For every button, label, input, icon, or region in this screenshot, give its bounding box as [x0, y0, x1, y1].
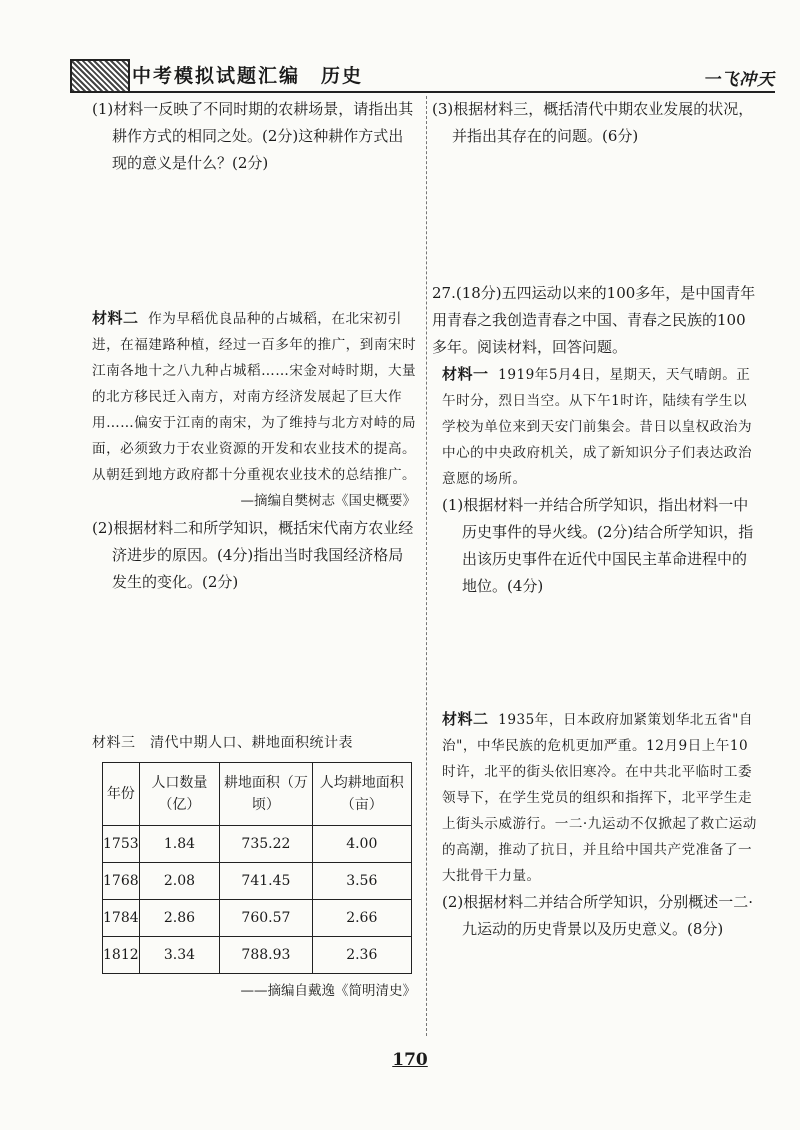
- material-2: [92, 305, 418, 488]
- table-cell: 4.00: [312, 826, 411, 863]
- material-2-right-label: 材料二: [442, 710, 489, 728]
- table-cell: 2.08: [139, 863, 220, 900]
- table-cell: 1768: [103, 863, 140, 900]
- material-3-title: 材料三 清代中期人口、耕地面积统计表: [92, 735, 353, 751]
- material-2-right-text: 1935年，日本政府加紧策划华北五省"自治"，中华民族的危机更加严重。12月9日上午10时许，北平的街头依旧寒冷。在中共北平临时工委领导下，在学生党员的组织和指挥下，北平学生走上街头示威游行。一二·九运动不仅掀起了救亡运动的高潮，推动了抗日，并且给中国共产党准备了一大批骨干力量。: [442, 712, 757, 884]
- answer-space: [432, 600, 760, 706]
- question-2: (2)根据材料二和所学知识，概括宋代南方农业经济进步的原因。(4分)指出当时我国经济格局发生的变化。(2分): [92, 519, 414, 591]
- table-cell: 788.93: [220, 937, 312, 974]
- table-row: [103, 826, 412, 863]
- material-2-text: 作为早稻优良品种的占城稻，在北宋初引进，在福建路种植，经过一百多年的推广，到南宋时江南各地十之八九种占城稻……宋金对峙时期，大量的北方移民迁入南方，对南方经济发展起了巨大作用……偏安于江南的南宋，为了维持与北方对峙的局面，必须致力于农业资源的开发和农业技术的提高。从朝廷到地方政府都十分重视农业技术的总结推广。: [92, 311, 417, 483]
- table-header: 年份: [103, 763, 140, 826]
- material-1-text: 1919年5月4日，星期天，天气晴朗。正午时分，烈日当空。从下午1时许，陆续有学生以学校为单位来到天安门前集会。昔日以皇权政治为中心的中央政府机关，成了新知识分子们表达政治意愿的场所。: [442, 367, 753, 487]
- header-title: 中考模拟试题汇编 历史: [132, 65, 364, 87]
- table-row: [103, 937, 412, 974]
- column-divider: [426, 96, 427, 1036]
- page-number: 170: [392, 1050, 428, 1070]
- material-3-source: ——摘编自戴逸《简明清史》: [240, 983, 416, 999]
- material-2-source: —摘编自樊树志《国史概要》: [240, 493, 416, 509]
- table-cell: 735.22: [220, 826, 312, 863]
- logo-icon: [70, 59, 130, 93]
- table-row: [103, 863, 412, 900]
- table-header: 人口数量（亿）: [139, 763, 220, 826]
- table-header-row: [103, 763, 412, 826]
- answer-space: [432, 150, 760, 280]
- page-header: [70, 55, 775, 93]
- question-27-1: (1)根据材料一并结合所学知识，指出材料一中历史事件的导火线。(2分)结合所学知识，指出该历史事件在近代中国民主革命进程中的地位。(4分): [442, 496, 754, 595]
- table-header: 人均耕地面积（亩）: [312, 763, 411, 826]
- table-cell: 741.45: [220, 863, 312, 900]
- table-cell: 3.56: [312, 863, 411, 900]
- material-2-label: 材料二: [92, 309, 139, 327]
- question-1: (1)材料一反映了不同时期的农耕场景，请指出其耕作方式的相同之处。(2分)这种耕作方式出现的意义是什么？(2分): [92, 100, 414, 172]
- table-cell: 2.86: [139, 900, 220, 937]
- table-cell: 2.66: [312, 900, 411, 937]
- table-cell: 1753: [103, 826, 140, 863]
- answer-space: [92, 177, 418, 305]
- table-cell: 760.57: [220, 900, 312, 937]
- table-row: [103, 900, 412, 937]
- table-cell: 1784: [103, 900, 140, 937]
- table-cell: 2.36: [312, 937, 411, 974]
- answer-space: [92, 596, 418, 730]
- table-cell: 1.84: [139, 826, 220, 863]
- brand-name: 一飞冲天: [703, 70, 775, 90]
- table-header: 耕地面积（万顷）: [220, 763, 312, 826]
- material-2-right: [432, 706, 760, 889]
- right-column: [432, 96, 760, 943]
- table-cell: 3.34: [139, 937, 220, 974]
- material-1: [432, 361, 760, 492]
- population-table: [102, 762, 412, 974]
- question-27: 27.(18分)五四运动以来的100多年，是中国青年用青春之我创造青春之中国、青春之民族的100多年。阅读材料，回答问题。: [432, 284, 756, 356]
- table-cell: 1812: [103, 937, 140, 974]
- material-1-label: 材料一: [442, 365, 489, 383]
- question-27-2: (2)根据材料二并结合所学知识，分别概述一二·九运动的历史背景以及历史意义。(8分): [442, 893, 754, 938]
- question-3: (3)根据材料三，概括清代中期农业发展的状况，并指出其存在的问题。(6分): [432, 100, 754, 145]
- left-column: [92, 96, 418, 1005]
